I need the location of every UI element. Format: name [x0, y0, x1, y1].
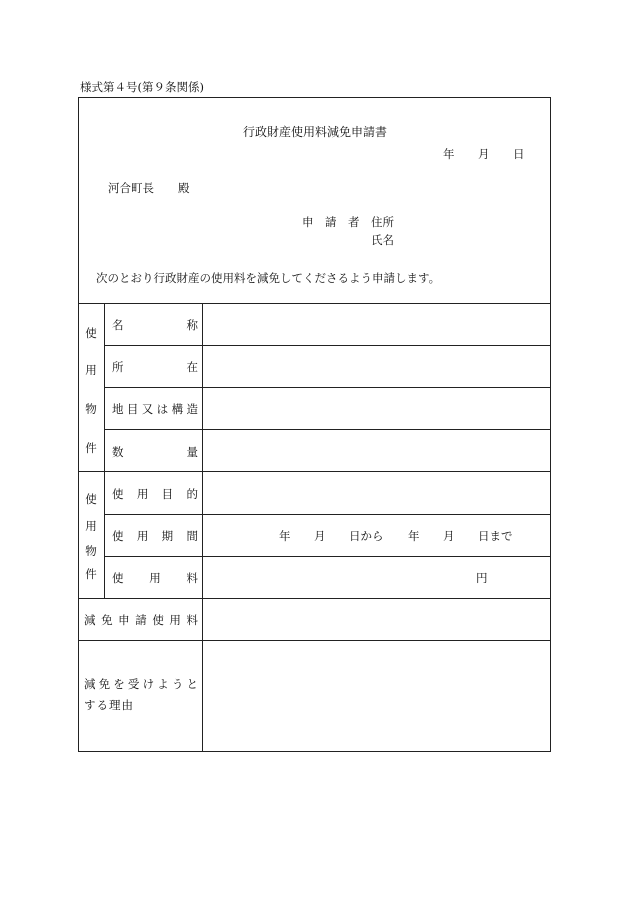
vertical-char: 件 [85, 567, 97, 581]
period-end-month: 月 [443, 529, 455, 543]
divider-section [78, 640, 551, 641]
vertical-char: 物 [85, 402, 97, 416]
period-start-year: 年 [279, 529, 291, 543]
form-title: 行政財産使用料減免申請書 [242, 125, 387, 139]
name-label: 氏名 [371, 233, 394, 247]
vertical-char: 用 [85, 519, 97, 533]
row-label-reason-line1: 減 免 を 受 け よ う と [84, 677, 198, 691]
date-year: 年 [443, 147, 455, 161]
vertical-char: 用 [85, 363, 97, 377]
form-number-label: 様式第４号(第９条関係) [80, 80, 204, 94]
divider-header [78, 303, 551, 304]
divider-vertical [202, 303, 203, 752]
addressee-name: 河合町長 [108, 181, 154, 195]
vertical-char: 使 [85, 326, 97, 340]
row-label-reason-line2: する理由 [84, 698, 134, 712]
divider [104, 556, 551, 557]
period-start-month: 月 [314, 529, 326, 543]
row-label-reduction-fee: 減 免 申 請 使 用 料 [84, 613, 198, 627]
row-label-period: 使 用 期 間 [112, 529, 198, 543]
fee-unit: 円 [476, 571, 488, 585]
application-statement: 次のとおり行政財産の使用料を減免してくださるよう申請します。 [96, 271, 441, 285]
vertical-char: 物 [85, 544, 97, 558]
divider [104, 514, 551, 515]
addressee-honorific: 殿 [178, 181, 190, 195]
row-label-land-category-or-structure: 地 目 又 は 構 造 [112, 402, 198, 416]
row-label-name: 名 称 [112, 318, 198, 332]
date-day: 日 [513, 147, 525, 161]
period-end-year: 年 [408, 529, 420, 543]
row-label-quantity: 数 量 [112, 445, 198, 459]
period-start-day: 日から [349, 529, 384, 543]
divider [104, 429, 551, 430]
vertical-char: 使 [85, 492, 97, 506]
divider [104, 345, 551, 346]
row-label-location: 所 在 [112, 360, 198, 374]
vertical-char: 件 [85, 441, 97, 455]
divider [104, 387, 551, 388]
period-end-day: 日まで [478, 529, 513, 543]
address-label: 住所 [371, 215, 394, 229]
row-label-fee: 使 用 料 [112, 571, 198, 585]
divider-section [78, 471, 551, 472]
row-label-purpose: 使 用 目 的 [112, 487, 198, 501]
divider-section [78, 598, 551, 599]
date-month: 月 [478, 147, 490, 161]
divider-vertical [104, 303, 105, 598]
applicant-label: 申 請 者 [302, 215, 360, 229]
